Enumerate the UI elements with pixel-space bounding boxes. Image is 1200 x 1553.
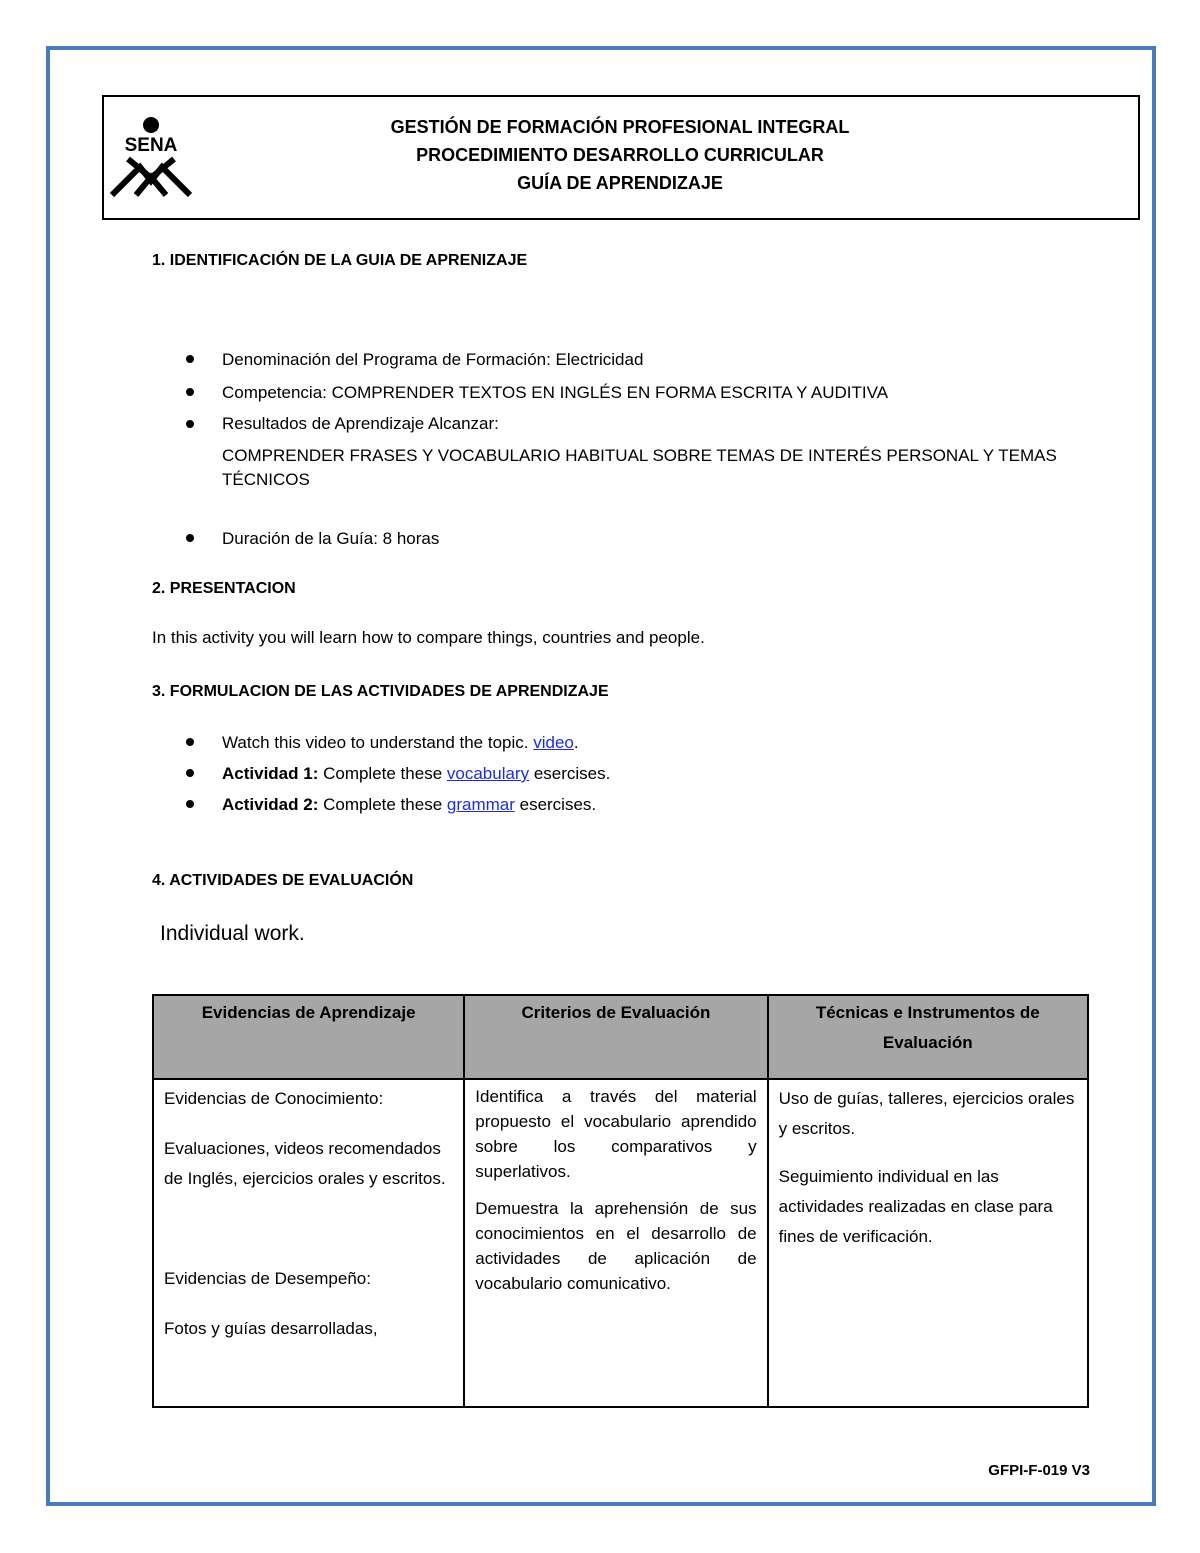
svg-text:SENA: SENA bbox=[124, 135, 178, 156]
activity-2-label: Actividad 2: bbox=[222, 795, 319, 814]
section4-title: 4. ACTIVIDADES DE EVALUACIÓN bbox=[152, 872, 414, 889]
table-header-tecnicas: Técnicas e Instrumentos de Evaluación bbox=[768, 995, 1088, 1079]
resultados-line2: TÉCNICOS bbox=[222, 470, 310, 489]
video-link[interactable]: video bbox=[533, 733, 574, 752]
table-row bbox=[153, 1079, 1088, 1407]
table-cell-evidencias bbox=[153, 1079, 464, 1407]
activity-2-item bbox=[222, 793, 596, 817]
activity-video-text: Watch this video to understand the topic. bbox=[222, 733, 534, 752]
competencia-text bbox=[222, 381, 888, 405]
grammar-link[interactable]: grammar bbox=[446, 795, 515, 814]
competencia-value: COMPRENDER TEXTOS EN INGLÉS EN FORMA ESCRITA Y AUDITIVA bbox=[331, 383, 889, 402]
evidencias-conocimiento-label: Evidencias de Conocimiento: bbox=[164, 1089, 384, 1108]
activity-video-item bbox=[222, 731, 579, 755]
evidencias-desempeno-label: Evidencias de Desempeño: bbox=[164, 1269, 371, 1288]
resultados-line1: COMPRENDER FRASES Y VOCABULARIO HABITUAL SOBRE TEMAS DE INTERÉS PERSONAL Y TEMAS bbox=[222, 446, 1057, 465]
header-titles bbox=[200, 113, 1040, 197]
vocabulary-link[interactable]: vocabulary bbox=[446, 764, 530, 783]
competencia-label: Competencia: bbox=[222, 383, 332, 402]
resultados-label: Resultados de Aprendizaje Alcanzar: bbox=[222, 414, 499, 433]
presentacion-text: In this activity you will learn how to compare things, countries and people. bbox=[152, 628, 705, 647]
bullet-icon bbox=[186, 420, 194, 428]
section1-title: 1. IDENTIFICACIÓN DE LA GUIA DE APRENIZAJE bbox=[152, 252, 528, 269]
bullet-icon bbox=[186, 769, 194, 777]
activity-2-suffix: esercises. bbox=[514, 795, 597, 814]
header-line2: PROCEDIMIENTO DESARROLLO CURRICULAR bbox=[416, 145, 824, 165]
header-line3: GUÍA DE APRENDIZAJE bbox=[517, 173, 723, 193]
bullet-icon bbox=[186, 388, 194, 396]
sena-logo bbox=[106, 115, 196, 200]
duracion-text: Duración de la Guía: 8 horas bbox=[222, 529, 440, 548]
bullet-icon bbox=[186, 534, 194, 542]
evaluation-table bbox=[152, 994, 1089, 1408]
table-header-criterios: Criterios de Evaluación bbox=[464, 995, 767, 1079]
section3-title: 3. FORMULACION DE LAS ACTIVIDADES DE APRENDIZAJE bbox=[152, 683, 609, 700]
table-header-row bbox=[153, 995, 1088, 1079]
section4-subtitle: Individual work. bbox=[160, 922, 305, 945]
activity-1-suffix: esercises. bbox=[529, 764, 611, 783]
bullet-icon bbox=[186, 355, 194, 363]
activity-1-text: Complete these bbox=[318, 764, 447, 783]
evidencias-conocimiento-text: Evaluaciones, videos recomendados de Inglés, ejercicios orales y escritos. bbox=[164, 1139, 446, 1188]
criterio-2: Demuestra la aprehensión de sus conocimientos en el desarrollo de actividades de aplicación de vocabulario comunicativo. bbox=[475, 1199, 757, 1293]
denominacion-text: Denominación del Programa de Formación: Electricidad bbox=[222, 350, 644, 369]
header-line1: GESTIÓN DE FORMACIÓN PROFESIONAL INTEGRAL bbox=[390, 117, 850, 137]
table-header-evidencias: Evidencias de Aprendizaje bbox=[153, 995, 464, 1079]
criterio-1: Identifica a través del material propuesto el vocabulario aprendido sobre los comparativos y superlativos. bbox=[475, 1087, 757, 1181]
table-cell-tecnicas bbox=[768, 1079, 1088, 1407]
bullet-icon bbox=[186, 738, 194, 746]
activity-1-label: Actividad 1: bbox=[222, 764, 319, 783]
tecnica-2: Seguimiento individual en las actividades realizadas en clase para fines de verificación. bbox=[778, 1167, 1053, 1246]
bullet-icon bbox=[186, 800, 194, 808]
punct: . bbox=[573, 733, 579, 752]
activity-1-item bbox=[222, 762, 610, 786]
document-code: GFPI-F-019 V3 bbox=[988, 1462, 1090, 1479]
table-cell-criterios bbox=[464, 1079, 767, 1407]
activity-2-text: Complete these bbox=[318, 795, 447, 814]
tecnica-1: Uso de guías, talleres, ejercicios orales y escritos. bbox=[778, 1089, 1075, 1138]
evidencias-desempeno-text: Fotos y guías desarrolladas, bbox=[164, 1319, 378, 1338]
section2-title: 2. PRESENTACION bbox=[152, 580, 296, 597]
